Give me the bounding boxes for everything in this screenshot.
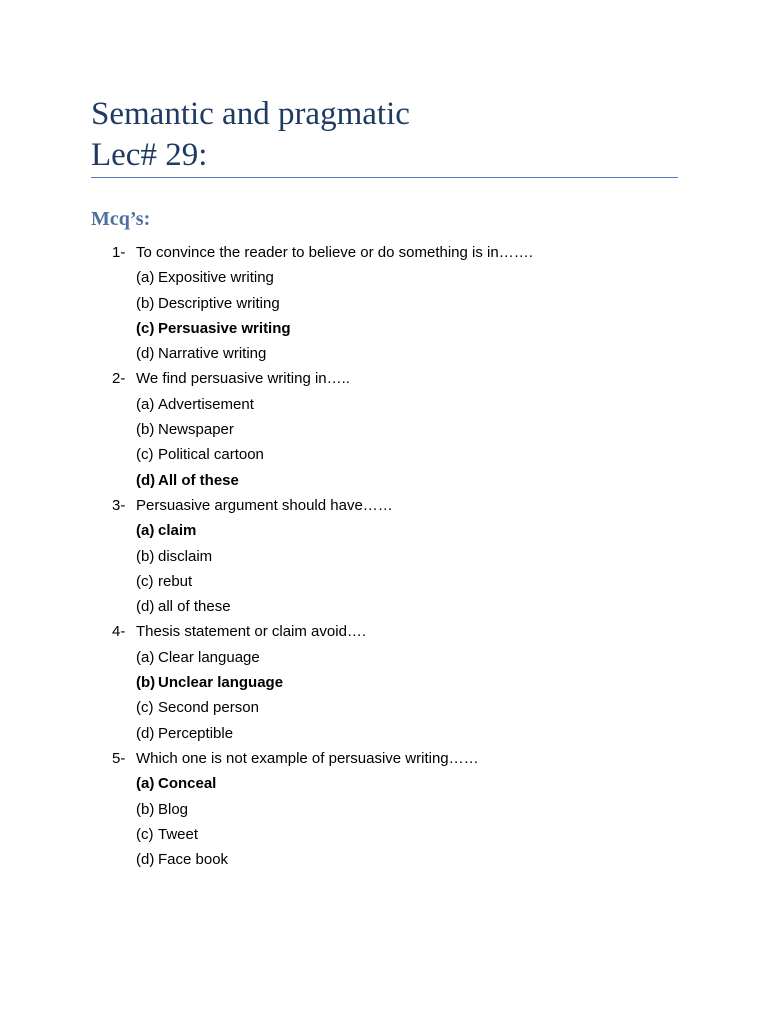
option-letter: (d) [136, 851, 155, 869]
option-text: Conceal [158, 775, 217, 793]
question-number: 1- [112, 244, 126, 261]
answer-option [0, 594, 768, 619]
question-4 [0, 619, 768, 644]
option-text: Face book [158, 851, 229, 869]
option-text: Newspaper [158, 421, 234, 439]
question-number: 4- [112, 623, 126, 641]
option-letter: (c) [136, 319, 155, 337]
answer-option-correct [0, 670, 768, 695]
question-text: Persuasive argument should have…… [136, 496, 393, 514]
question-number: 3- [112, 496, 126, 514]
question-number: 2- [112, 370, 126, 388]
option-text: Expositive writing [158, 269, 274, 287]
answer-option [0, 291, 768, 316]
answer-option [0, 265, 768, 290]
section-heading: Mcq’s: [91, 208, 151, 230]
option-letter: (c) [136, 699, 154, 717]
answer-option [0, 341, 768, 366]
answer-option [0, 645, 768, 670]
answer-option [0, 797, 768, 822]
answer-option [0, 392, 768, 417]
question-text: To convince the reader to believe or do something is in……. [136, 244, 533, 261]
option-text: rebut [158, 572, 193, 590]
option-letter: (a) [136, 775, 155, 793]
option-letter: (d) [136, 724, 155, 742]
option-letter: (c) [136, 825, 154, 843]
answer-option-correct [0, 316, 768, 341]
option-text: all of these [158, 598, 231, 616]
question-2 [0, 366, 768, 391]
option-text: Unclear language [158, 674, 284, 692]
option-text: Tweet [158, 825, 199, 843]
option-letter: (d) [136, 598, 155, 616]
option-letter: (a) [136, 522, 155, 540]
title-line-2: Lec# 29: [91, 137, 208, 173]
option-text: Second person [158, 699, 259, 717]
question-3 [0, 493, 768, 518]
option-text: Perceptible [158, 724, 234, 742]
option-letter: (b) [136, 421, 155, 439]
answer-option [0, 847, 768, 872]
question-5 [0, 746, 768, 771]
answer-option [0, 721, 768, 746]
question-list [0, 240, 768, 872]
question-number: 5- [112, 749, 126, 767]
option-text: Advertisement [158, 395, 254, 413]
option-letter: (b) [136, 294, 155, 312]
option-text: Descriptive writing [158, 294, 280, 312]
answer-option-correct [0, 518, 768, 543]
option-text: Persuasive writing [158, 319, 291, 337]
option-text: disclaim [158, 547, 213, 565]
option-text: Political cartoon [158, 446, 264, 464]
option-letter: (a) [136, 395, 155, 413]
option-letter: (c) [136, 446, 154, 464]
option-text: Narrative writing [158, 345, 267, 363]
answer-option [0, 417, 768, 442]
option-letter: (b) [136, 674, 156, 692]
option-letter: (d) [136, 471, 156, 489]
option-text: claim [158, 522, 197, 540]
option-text: Clear language [158, 648, 260, 666]
page-title [91, 94, 410, 176]
option-text: Blog [158, 800, 189, 818]
title-divider [91, 177, 678, 178]
answer-option [0, 544, 768, 569]
option-letter: (a) [136, 648, 155, 666]
answer-option [0, 695, 768, 720]
option-letter: (b) [136, 800, 155, 818]
question-1 [0, 240, 768, 265]
title-line-1: Semantic and pragmatic [91, 96, 410, 132]
answer-option [0, 442, 768, 467]
answer-option [0, 822, 768, 847]
option-text: All of these [158, 471, 239, 489]
question-text: Which one is not example of persuasive writing…… [136, 749, 479, 767]
answer-option [0, 569, 768, 594]
answer-option-correct [0, 468, 768, 493]
option-letter: (a) [136, 269, 155, 287]
option-letter: (b) [136, 547, 155, 565]
question-text: Thesis statement or claim avoid…. [136, 623, 367, 641]
option-letter: (c) [136, 572, 154, 590]
answer-option-correct [0, 771, 768, 796]
option-letter: (d) [136, 345, 155, 363]
question-text: We find persuasive writing in….. [136, 370, 350, 388]
